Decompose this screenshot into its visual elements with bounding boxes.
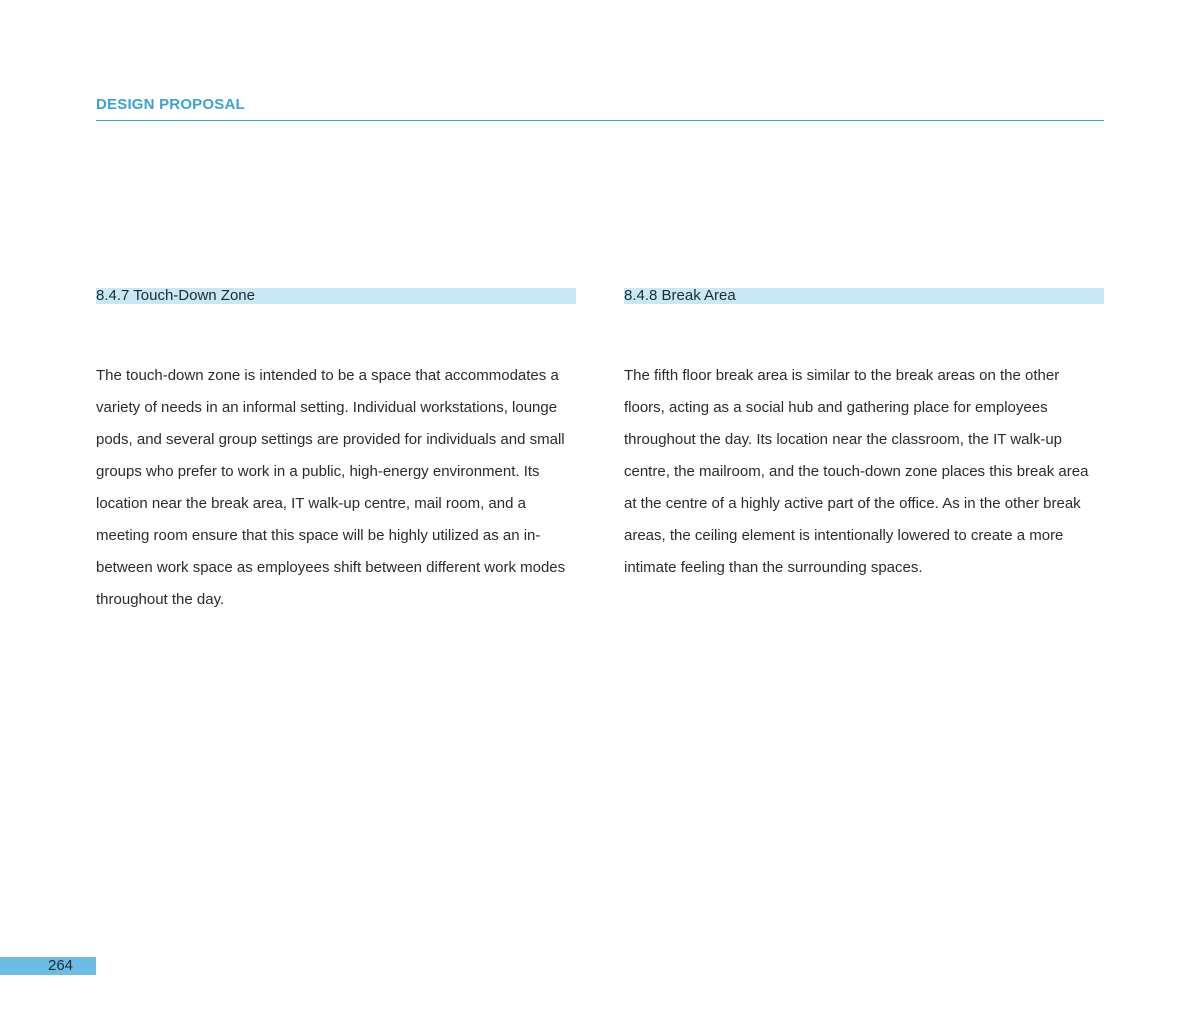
- section-heading: 8.4.7 Touch-Down Zone: [96, 288, 576, 304]
- page-number: 264: [48, 957, 74, 974]
- section-heading: 8.4.8 Break Area: [624, 288, 1104, 304]
- section-touch-down-zone: [96, 288, 576, 616]
- header-divider: [96, 120, 1104, 121]
- page-header-title: DESIGN PROPOSAL: [96, 96, 245, 113]
- section-break-area: [624, 288, 1104, 584]
- section-body: The fifth floor break area is similar to the break areas on the other floors, acting as a social hub and gathering place for employees throughout the day. Its location near the classroom, the IT walk-up centre, the mailroom, and the touch-down zone places this break area at the centre of a highly active part of the office. As in the other break areas, the ceiling element is intentionally lowered to create a more intimate feeling than the surrounding spaces.: [624, 367, 1089, 576]
- section-body: The touch-down zone is intended to be a space that accommodates a variety of needs in an informal setting. Individual workstations, lounge pods, and several group settings are provided for individuals and small groups who prefer to work in a public, high-energy environment. Its location near the break area, IT walk-up centre, mail room, and a meeting room ensure that this space will be highly utilized as an in-between work space as employees shift between different work modes throughout the day.: [96, 367, 566, 608]
